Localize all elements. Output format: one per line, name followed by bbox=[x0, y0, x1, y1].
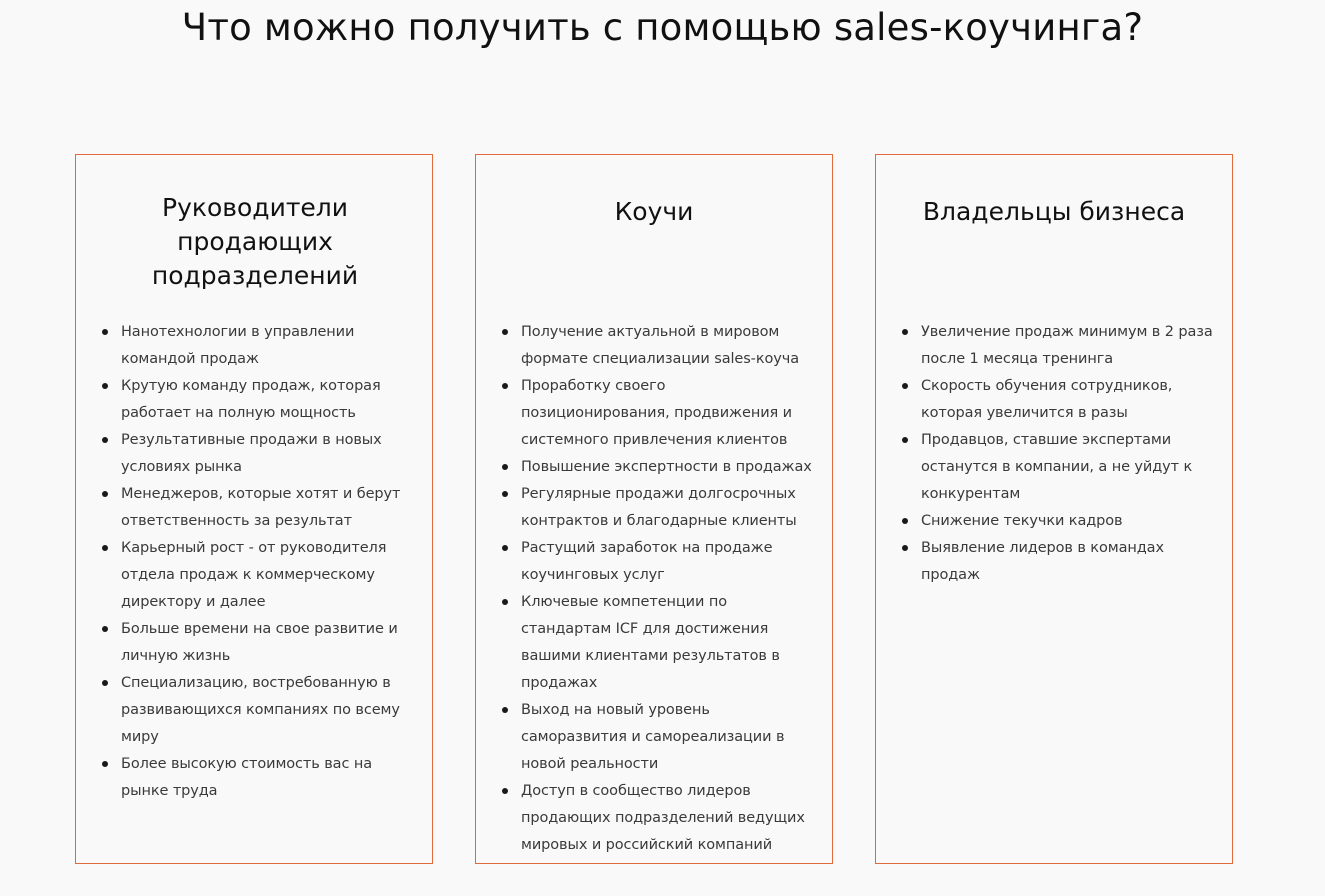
list-item: Крутую команду продаж, которая работает на полную мощность bbox=[121, 373, 417, 427]
benefits-list bbox=[901, 319, 1217, 589]
card-coaches bbox=[475, 154, 833, 864]
list-item: Скорость обучения сотрудников, которая увеличится в разы bbox=[921, 373, 1217, 427]
list-item: Карьерный рост - от руководителя отдела продаж к коммерческому директору и далее bbox=[121, 535, 417, 616]
list-item: Нанотехнологии в управлении командой продаж bbox=[121, 319, 417, 373]
list-item: Менеджеров, которые хотят и берут ответственность за результат bbox=[121, 481, 417, 535]
list-item: Результативные продажи в новых условиях рынка bbox=[121, 427, 417, 481]
list-item: Специализацию, востребованную в развивающихся компаниях по всему миру bbox=[121, 670, 417, 751]
list-item: Регулярные продажи долгосрочных контрактов и благодарные клиенты bbox=[521, 481, 817, 535]
card-heading: Владельцы бизнеса bbox=[922, 197, 1186, 226]
list-item: Получение актуальной в мировом формате специализации sales-коуча bbox=[521, 319, 817, 373]
card-heading: Руководители продающих подразделений bbox=[151, 193, 359, 290]
list-item: Доступ в сообщество лидеров продающих подразделений ведущих мировых и российский компаний bbox=[521, 778, 817, 859]
list-item: Ключевые компетенции по стандартам ICF для достижения вашими клиентами результатов в продажах bbox=[521, 589, 817, 697]
list-item: Более высокую стоимость вас на рынке труда bbox=[121, 751, 417, 805]
list-item: Проработку своего позиционирования, продвижения и системного привлечения клиентов bbox=[521, 373, 817, 454]
list-item: Выход на новый уровень саморазвития и самореализации в новой реальности bbox=[521, 697, 817, 778]
list-item: Снижение текучки кадров bbox=[921, 508, 1217, 535]
list-item: Продавцов, ставшие экспертами останутся в компании, а не уйдут к конкурентам bbox=[921, 427, 1217, 508]
list-item: Растущий заработок на продаже коучинговых услуг bbox=[521, 535, 817, 589]
list-item: Увеличение продаж минимум в 2 раза после 1 месяца тренинга bbox=[921, 319, 1217, 373]
page-title: Что можно получить с помощью sales-коучинга? bbox=[181, 6, 1144, 49]
card-sales-managers bbox=[75, 154, 433, 864]
card-heading: Коучи bbox=[614, 197, 694, 226]
card-business-owners bbox=[875, 154, 1233, 864]
list-item: Выявление лидеров в командах продаж bbox=[921, 535, 1217, 589]
list-item: Больше времени на свое развитие и личную жизнь bbox=[121, 616, 417, 670]
benefits-list bbox=[101, 319, 417, 805]
list-item: Повышение экспертности в продажах bbox=[521, 454, 817, 481]
benefits-list bbox=[501, 319, 817, 859]
